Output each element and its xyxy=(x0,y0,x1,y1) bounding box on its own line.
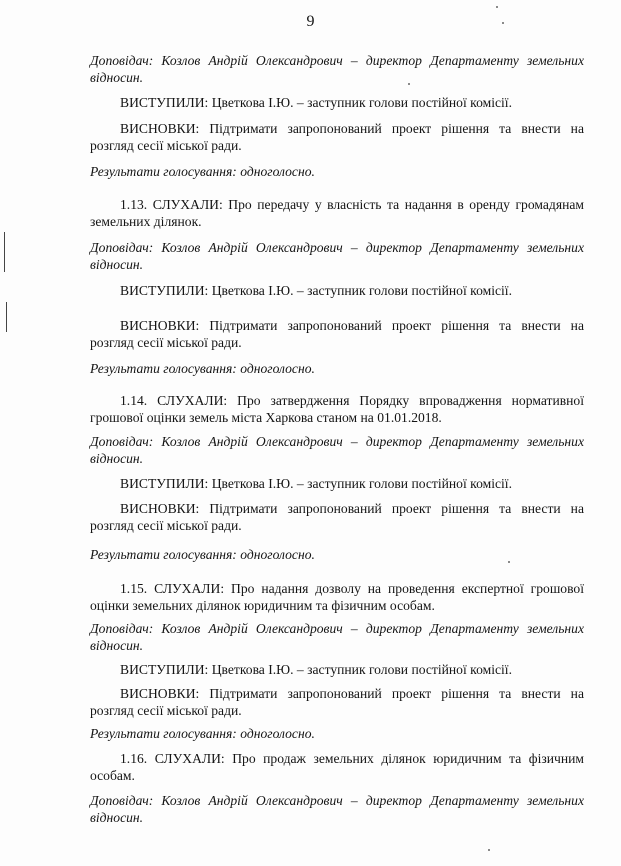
paragraph: 1.14. СЛУХАЛИ: Про затвердження Порядку впровадження нормативної грошової оцінки земель міста Харкова станом на 01.01.2018. xyxy=(90,393,584,425)
italic-paragraph: Доповідач: Козлов Андрій Олександрович – директор Департаменту земельних відносин. xyxy=(90,240,584,272)
scan-artifact-line xyxy=(6,302,7,332)
paragraph: 1.16. СЛУХАЛИ: Про продаж земельних ділянок юридичним та фізичним особам. xyxy=(90,751,584,783)
paragraph: ВИСНОВКИ: Підтримати запропонований проект рішення та внести на розгляд сесії міської ради. xyxy=(90,121,584,153)
scan-speck xyxy=(508,561,510,563)
scan-speck xyxy=(408,83,410,85)
paragraph: ВИСНОВКИ: Підтримати запропонований проект рішення та внести на розгляд сесії міської ради. xyxy=(90,318,584,350)
italic-paragraph: Доповідач: Козлов Андрій Олександрович – директор Департаменту земельних відносин. xyxy=(90,793,584,825)
italic-paragraph: Результати голосування: одноголосно. xyxy=(90,164,315,179)
paragraph: ВИСТУПИЛИ: Цветкова І.Ю. – заступник голови постійної комісії. xyxy=(120,662,512,677)
italic-paragraph: Результати голосування: одноголосно. xyxy=(90,361,315,376)
italic-paragraph: Доповідач: Козлов Андрій Олександрович – директор Департаменту земельних відносин. xyxy=(90,53,584,85)
paragraph: ВИСТУПИЛИ: Цветкова І.Ю. – заступник голови постійної комісії. xyxy=(120,283,512,298)
paragraph: ВИСНОВКИ: Підтримати запропонований проект рішення та внести на розгляд сесії міської ради. xyxy=(90,686,584,718)
paragraph: 1.15. СЛУХАЛИ: Про надання дозволу на проведення експертної грошової оцінки земельних ділянок юридичним та фізичним особам. xyxy=(90,581,584,613)
italic-paragraph: Результати голосування: одноголосно. xyxy=(90,726,315,741)
paragraph: 1.13. СЛУХАЛИ: Про передачу у власність та надання в оренду громадянам земельних ділянок. xyxy=(90,197,584,229)
italic-paragraph: Результати голосування: одноголосно. xyxy=(90,547,315,562)
italic-paragraph: Доповідач: Козлов Андрій Олександрович – директор Департаменту земельних відносин. xyxy=(90,621,584,653)
page-number: 9 xyxy=(306,13,315,30)
scan-speck xyxy=(496,6,498,8)
paragraph: ВИСТУПИЛИ: Цветкова І.Ю. – заступник голови постійної комісії. xyxy=(120,476,512,491)
paragraph: ВИСТУПИЛИ: Цветкова І.Ю. – заступник голови постійної комісії. xyxy=(120,95,512,110)
scan-speck xyxy=(502,22,504,24)
paragraph: ВИСНОВКИ: Підтримати запропонований проект рішення та внести на розгляд сесії міської ради. xyxy=(90,501,584,533)
scan-artifact-line xyxy=(4,232,5,272)
scan-speck xyxy=(488,849,490,851)
italic-paragraph: Доповідач: Козлов Андрій Олександрович – директор Департаменту земельних відносин. xyxy=(90,434,584,466)
